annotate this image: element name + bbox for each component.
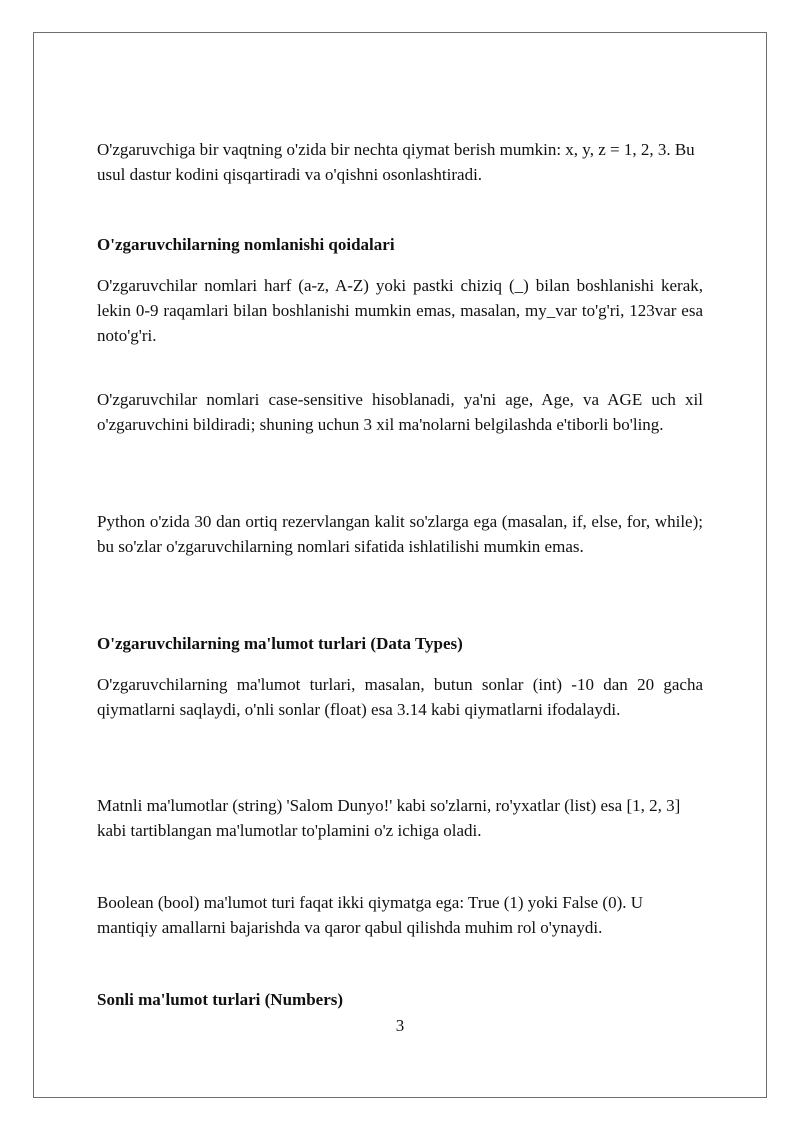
paragraph-naming-start-rule: O'zgaruvchilar nomlari harf (a-z, A-Z) yoki pastki chiziq (_) bilan boshlanishi kerak, lekin 0-9 raqamlari bilan boshlanishi mumkin emas, masalan, my_var to'g'ri, 123var esa noto'g'ri. xyxy=(97,276,703,345)
paragraph-reserved-keywords: Python o'zida 30 dan ortiq rezervlangan kalit so'zlarga ega (masalan, if, else, for, while); bu so'zlar o'zgaruvchilarning nomlari sifatida ishlatilishi mumkin emas. xyxy=(97,512,703,556)
paragraph-int-float: O'zgaruvchilarning ma'lumot turlari, masalan, butun sonlar (int) -10 dan 20 gacha qiymatlarni saqlaydi, o'nli sonlar (float) esa 3.14 kabi qiymatlarni ifodalaydi. xyxy=(97,675,703,719)
paragraph-multiple-assignment: O'zgaruvchiga bir vaqtning o'zida bir nechta qiymat berish mumkin: x, y, z = 1, 2, 3. Bu usul dastur kodini qisqartiradi va o'qishni osonlashtiradi. xyxy=(97,140,695,184)
page-number: 3 xyxy=(395,1016,405,1035)
paragraph-string-list: Matnli ma'lumotlar (string) 'Salom Dunyo!' kabi so'zlarni, ro'yxatlar (list) esa [1, 2, 3] kabi tartiblangan ma'lumotlar to'plamini o'z ichiga oladi. xyxy=(97,796,681,840)
heading-data-types: O'zgaruvchilarning ma'lumot turlari (Data Types) xyxy=(97,634,463,653)
paragraph-case-sensitive: O'zgaruvchilar nomlari case-sensitive hisoblanadi, ya'ni age, Age, va AGE uch xil o'zgaruvchini bildiradi; shuning uchun 3 xil ma'nolarni belgilashda e'tiborli bo'ling. xyxy=(97,390,703,434)
heading-numbers: Sonli ma'lumot turlari (Numbers) xyxy=(97,990,344,1009)
heading-naming-rules: O'zgaruvchilarning nomlanishi qoidalari xyxy=(97,235,395,254)
paragraph-boolean: Boolean (bool) ma'lumot turi faqat ikki qiymatga ega: True (1) yoki False (0). U mantiqiy amallarni bajarishda va qaror qabul qilishda muhim rol o'ynaydi. xyxy=(97,893,644,937)
